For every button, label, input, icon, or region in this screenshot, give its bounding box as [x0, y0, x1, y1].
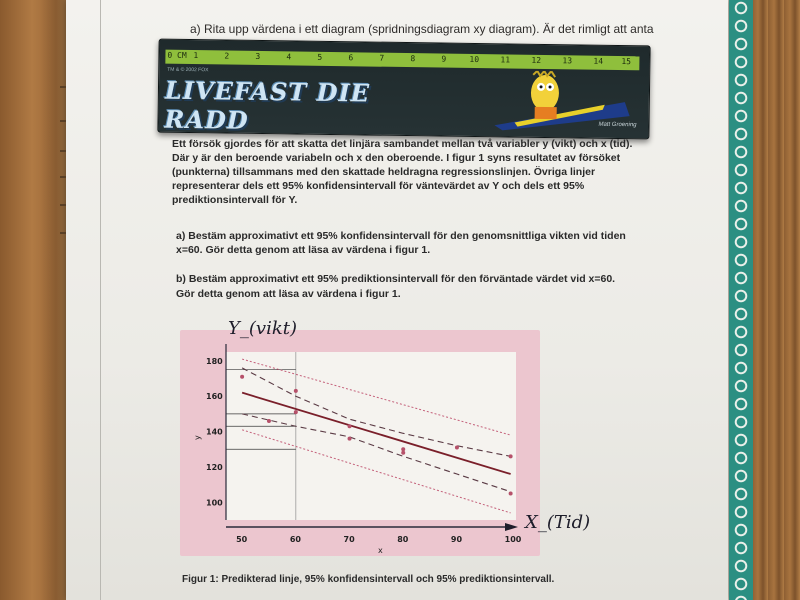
- y-tick-label: 160: [206, 392, 223, 402]
- x-tick-label: 90: [450, 535, 463, 544]
- x-axis-arrow: [505, 523, 518, 531]
- intro-line-2: Där y är den beroende variabeln och x den oberoende. I figur 1 syns resultatet av försöket: [172, 152, 621, 164]
- y-tick-label: 120: [206, 462, 223, 472]
- plot-area: [226, 352, 516, 520]
- task-a-line-2: x=60. Gör detta genom att läsa av värdena i figur 1.: [176, 244, 431, 256]
- task-a-line-1: a) Bestäm approximativt ett 95% konfidensintervall för den genomsnittliga vikten vid tiden: [176, 230, 626, 242]
- y-axis-label: y: [193, 435, 202, 440]
- data-point: [294, 410, 298, 414]
- ruler-number: 10: [469, 54, 480, 65]
- intro-line-5: prediktionsintervall för Y.: [172, 194, 298, 206]
- x-tick-label: 80: [397, 535, 409, 544]
- ruler-number: 15: [621, 57, 632, 67]
- task-b-line-1: b) Bestäm approximativt ett 95% prediktionsintervall för den förväntade värdet vid x=60.: [176, 273, 616, 285]
- ruler-number: 3: [255, 51, 261, 61]
- ruler-number: 1: [193, 51, 199, 61]
- handwritten-y-label: Y_(vikt): [228, 318, 297, 339]
- ruler-number: 11: [500, 55, 511, 65]
- data-point: [240, 375, 244, 379]
- ruler-number: 13: [562, 56, 573, 66]
- ruler-small-print: TM & © 2002 FOX: [167, 66, 209, 74]
- intro-line-1: Ett försök gjordes för att skatta det linjära sambandet mellan två variabler y (vikt) och x (tid).: [172, 138, 633, 150]
- x-axis-label: x: [378, 546, 383, 555]
- ruler-number: 8: [410, 54, 416, 64]
- ruler-number: 14: [593, 56, 604, 66]
- intro-line-3: (punkterna) tillsammans med den skattade heldragna regressionslinjen. Övriga linjer: [172, 166, 596, 178]
- ruler-scale-label: 0 CM: [167, 50, 187, 60]
- figure-caption: Figur 1: Predikterad linje, 95% konfidensintervall och 95% prediktionsintervall.: [182, 574, 555, 585]
- handwritten-x-label: X_(Tid): [525, 512, 591, 533]
- ruler-brand-logo: LIVEFAST DIE RADD: [164, 75, 371, 135]
- data-point: [267, 419, 271, 423]
- y-tick-label: 140: [206, 427, 223, 437]
- intro-line-4: representerar dels ett 95% konfidensintervall för väntevärdet av Y och dels ett 95%: [172, 180, 585, 192]
- x-tick-label: 60: [289, 535, 301, 544]
- ruler-number: 12: [531, 55, 542, 65]
- data-point: [401, 451, 405, 455]
- y-tick-label: 100: [206, 498, 223, 508]
- data-point: [348, 424, 352, 428]
- ruler-number: 2: [224, 51, 230, 61]
- ruler-number: 5: [317, 52, 323, 62]
- ruler-signature: Matt Groening: [598, 121, 637, 129]
- data-point: [401, 447, 405, 451]
- data-point: [348, 437, 352, 441]
- ruler-number: 4: [286, 52, 292, 62]
- x-tick-label: 100: [504, 535, 522, 544]
- ruler-number: 7: [379, 53, 385, 63]
- ruler-number: 9: [441, 54, 447, 64]
- task-b-line-2: Gör detta genom att läsa av värdena i figur 1.: [176, 288, 401, 300]
- data-point: [455, 445, 459, 449]
- question-a-header: a) Rita upp värdena i ett diagram (spridningsdiagram xy diagram). Är det rimligt att anta: [190, 22, 654, 36]
- y-tick-label: 180: [206, 356, 223, 366]
- data-point: [509, 491, 513, 495]
- data-point: [294, 389, 298, 393]
- x-tick-label: 70: [343, 535, 355, 544]
- ruler-number: 6: [348, 53, 354, 63]
- data-point: [509, 454, 513, 458]
- x-tick-label: 50: [236, 535, 248, 544]
